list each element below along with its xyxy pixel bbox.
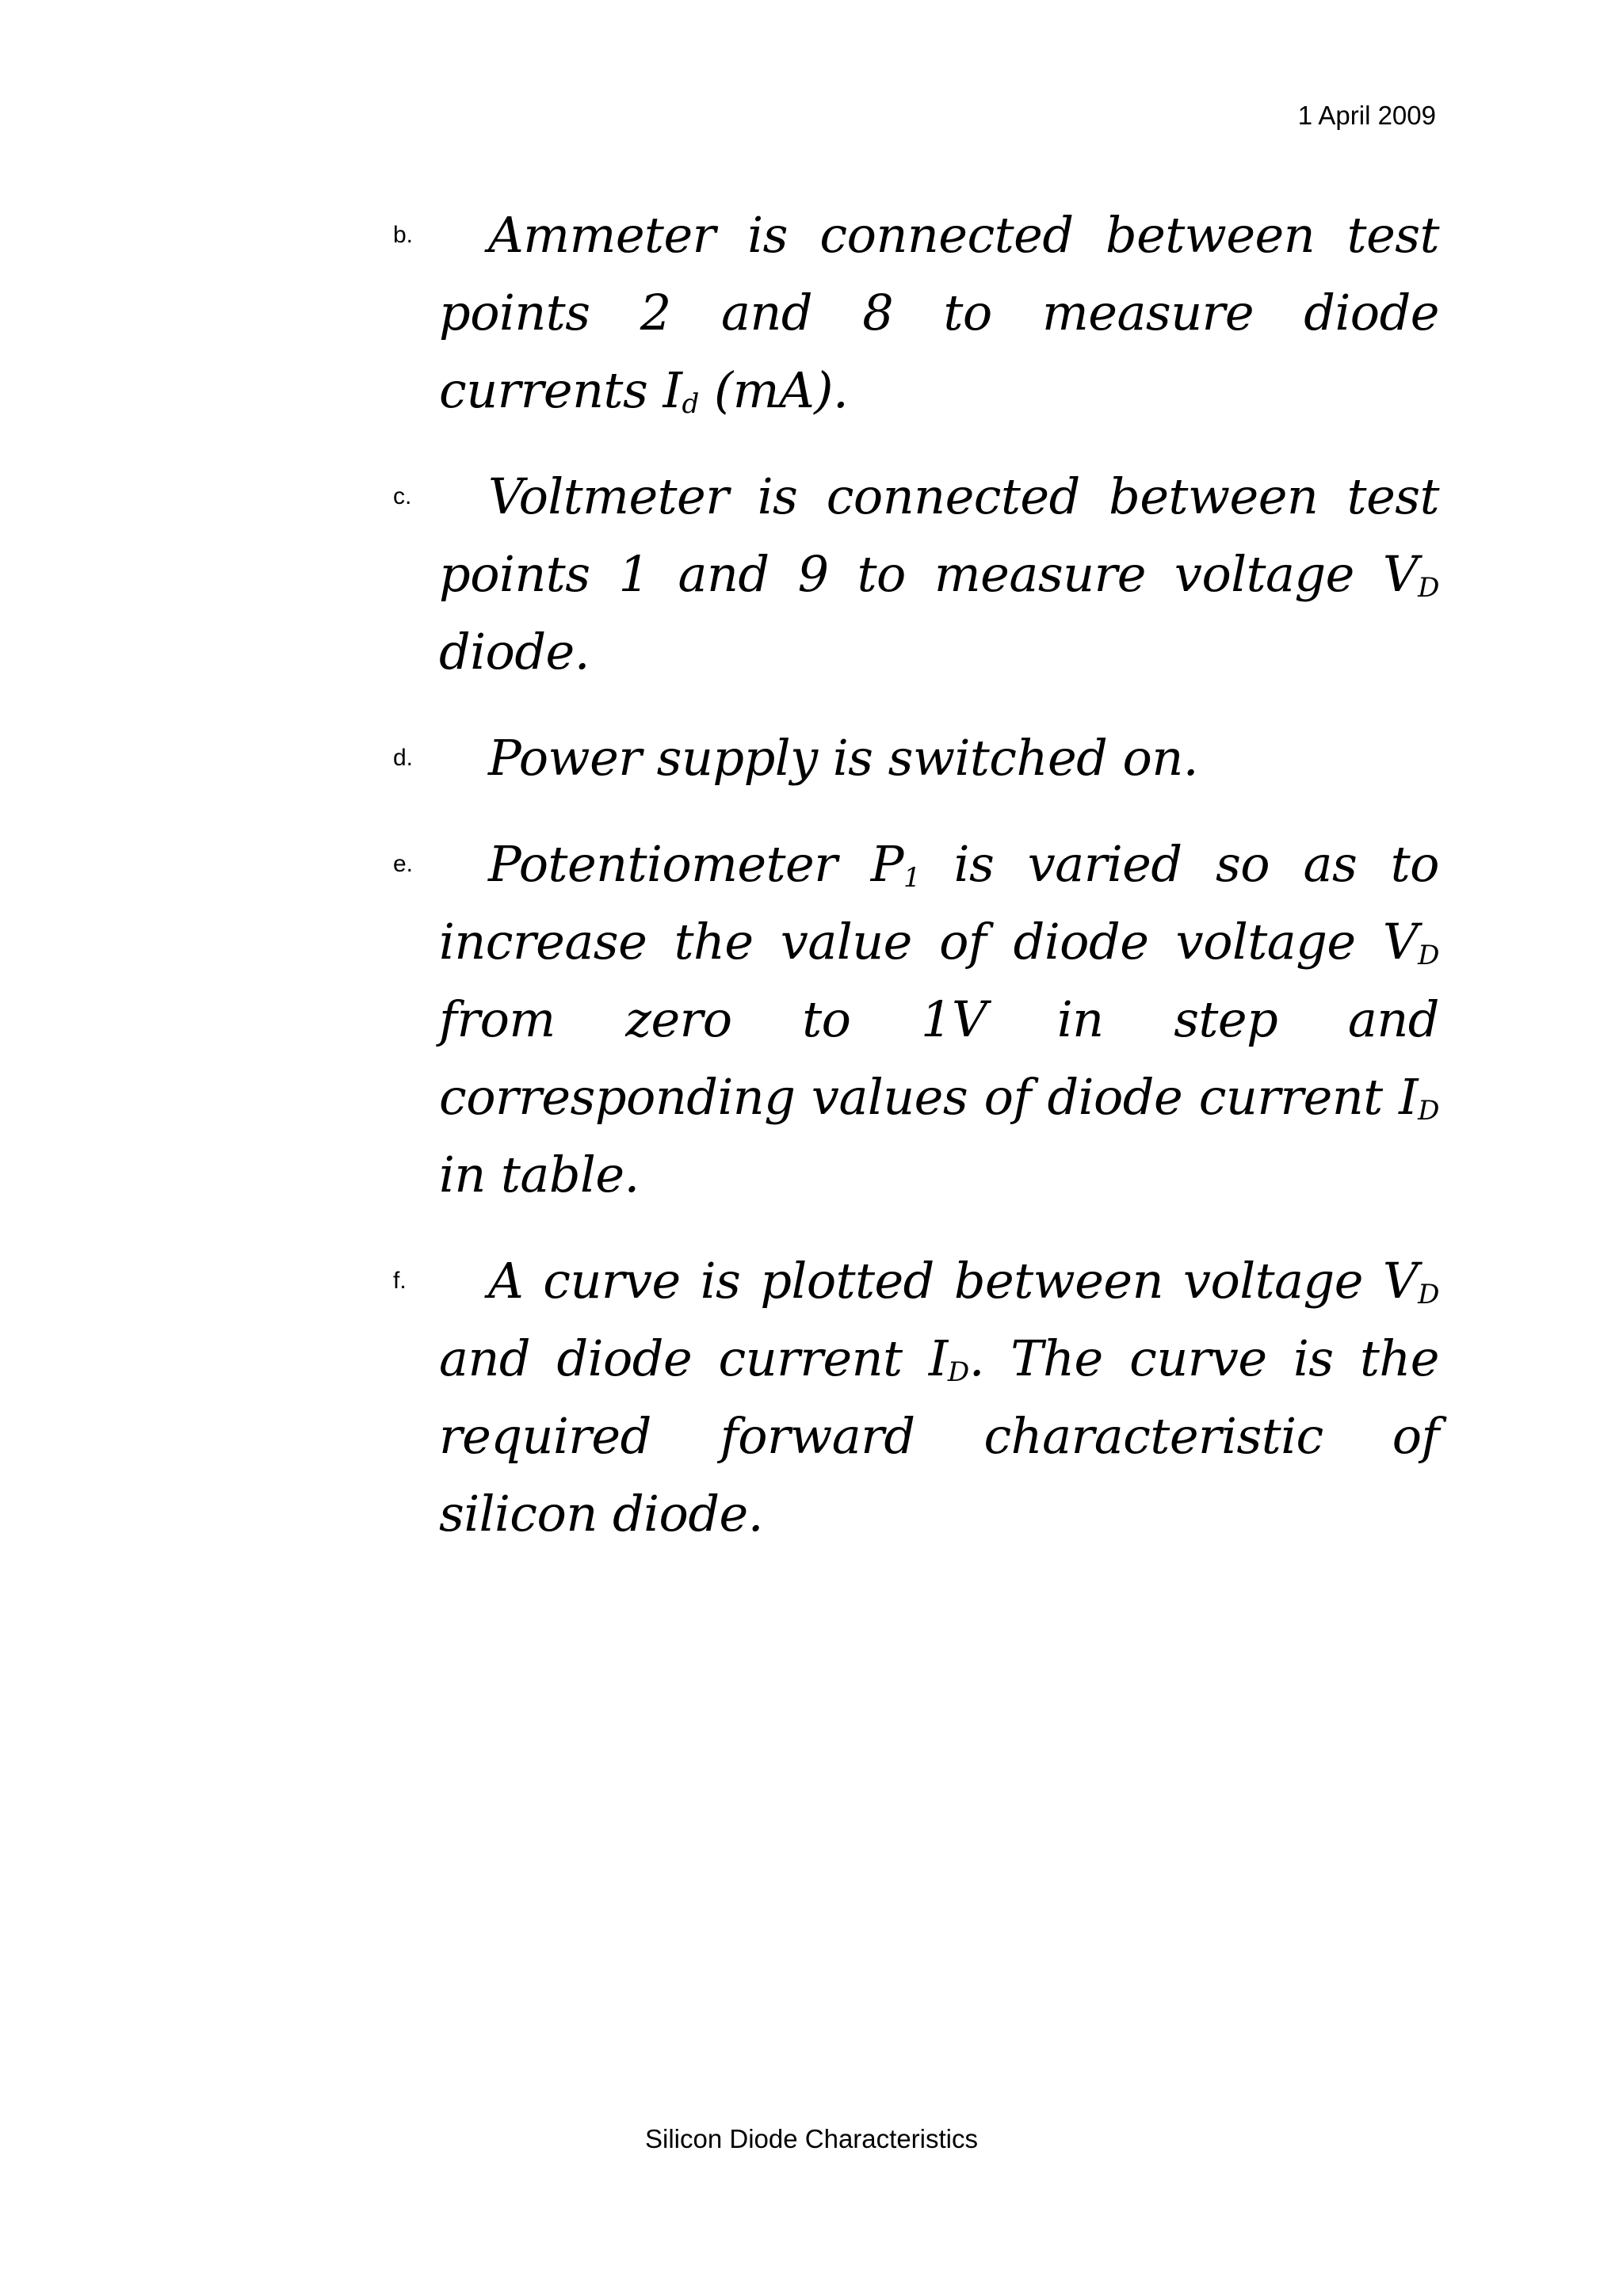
subscript: D <box>1418 1278 1439 1310</box>
step-text <box>439 1242 1439 1553</box>
step-text-segment: Voltmeter is connected between test points 1 and 9 to measure voltage V <box>439 467 1439 603</box>
procedure-step-b <box>393 196 1439 429</box>
step-text-segment: is varied so as to increase the value of diode voltage V <box>439 835 1439 971</box>
procedure-steps-list <box>393 196 1439 1581</box>
subscript: D <box>947 1356 969 1388</box>
step-text-segment: Power supply is switched on. <box>488 729 1199 787</box>
subscript: 1 <box>903 861 921 894</box>
step-marker: b. <box>393 222 414 248</box>
subscript: D <box>1418 939 1439 971</box>
procedure-step-e <box>393 826 1439 1214</box>
procedure-step-d <box>393 719 1439 797</box>
step-text-segment: . The curve is the required forward characteristic of silicon diode. <box>439 1329 1440 1543</box>
step-text <box>439 458 1439 691</box>
page-footer-title: Silicon Diode Characteristics <box>645 2124 978 2153</box>
step-marker: f. <box>393 1268 407 1294</box>
page-date: 1 April 2009 <box>1297 101 1436 130</box>
step-text-segment: from zero to 1V in step and corresponding values of diode current I <box>439 990 1439 1126</box>
step-text-segment: (mA). <box>698 361 849 419</box>
procedure-step-f <box>393 1242 1439 1553</box>
step-marker: e. <box>393 851 414 877</box>
step-text-segment: and diode current I <box>439 1329 948 1387</box>
subscript: D <box>1418 1094 1439 1127</box>
subscript: d <box>682 387 699 420</box>
step-text-segment: in table. <box>439 1146 640 1203</box>
step-text <box>439 196 1439 429</box>
step-text <box>439 826 1439 1214</box>
step-text-segment: A curve is plotted between voltage V <box>488 1252 1419 1310</box>
step-marker: c. <box>393 483 412 509</box>
step-text-segment: Ammeter is connected between test points 2 and 8 to measure diode currents I <box>439 206 1439 419</box>
subscript: D <box>1418 571 1439 604</box>
step-marker: d. <box>393 745 414 771</box>
step-text-segment: Potentiometer P <box>488 835 904 893</box>
procedure-step-c <box>393 458 1439 691</box>
step-text-segment: diode. <box>439 623 590 681</box>
step-text <box>439 719 1439 797</box>
